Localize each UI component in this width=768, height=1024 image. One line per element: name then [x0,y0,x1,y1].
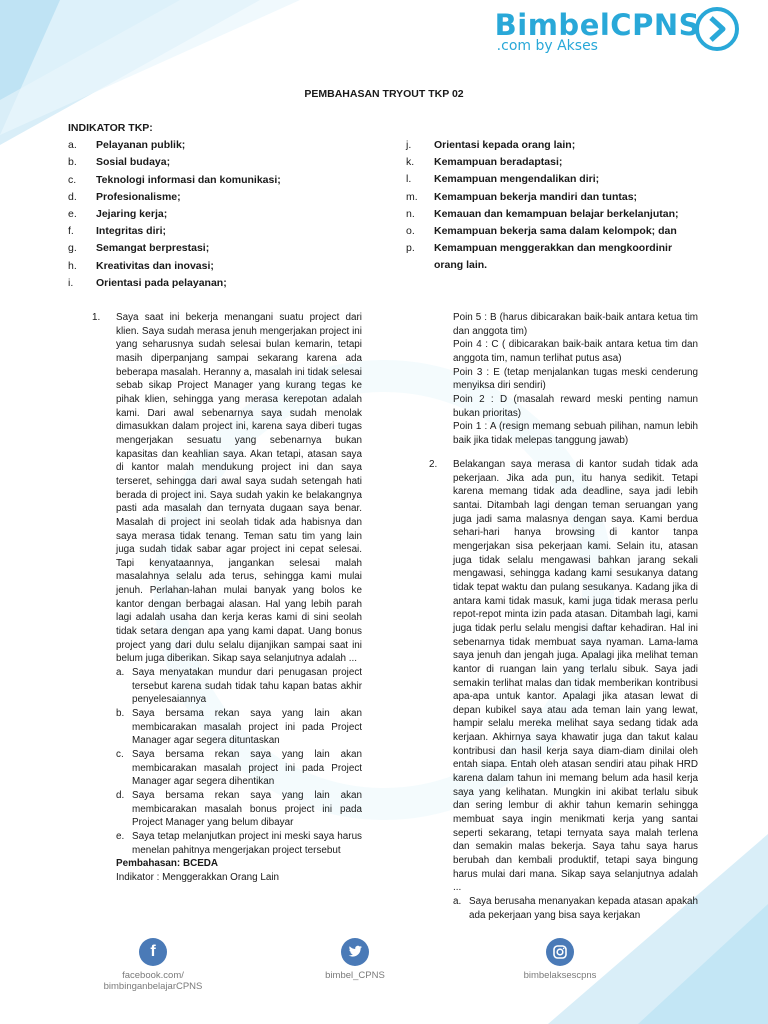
indicator-item [406,240,698,274]
item-text: Saya menyatakan mundur dari penugasan project tersebut karena sudah tidak tahu kapan batas akhir penyelesaiannya [132,667,362,706]
twitter-icon [341,938,369,966]
item-text: Orientasi pada pelayanan; [96,276,227,289]
footer [0,934,768,1024]
item-text: Jejaring kerja; [96,208,168,221]
score-item: Poin 5 : B (harus dibicarakan baik-baik antara ketua tim dan anggota tim) [453,312,698,337]
item-text: Kemampuan menggerakkan dan mengkoordinir orang lain. [434,242,673,272]
item-marker: h. [68,259,77,272]
item-marker: j. [406,139,412,151]
instagram-icon [546,938,574,966]
item-text: Profesionalisme; [96,190,181,203]
indicator-item [406,223,698,240]
item-text: Pelayanan publik; [96,139,186,152]
indicator-item [68,240,368,257]
item-marker: d. [116,789,125,801]
item-marker: c. [68,173,77,186]
item-marker: i. [68,276,74,289]
item-text: Kemampuan mengendalikan diri; [434,173,600,186]
score-item: Poin 1 : A (resign memang sebuah pilihan, namun lebih baik jika tidak melepas tanggung jawab) [453,421,698,446]
question-number: 1. [92,312,101,323]
question-2 [429,458,698,922]
option-list [453,895,698,922]
twitter-label: bimbel_CPNS [325,970,385,981]
item-text: Kemampuan beradaptasi; [434,156,563,169]
item-text: Kreativitas dan inovasi; [96,259,214,272]
logo-subtitle: .com by Akses [496,38,598,54]
score-list [453,311,698,448]
item-text: Saya bersama rekan saya yang lain akan membicarakan masalah project ini pada Project Manager agar segera dituntaskan [132,708,362,747]
item-text: Semangat berprestasi; [96,242,210,255]
item-marker: o. [406,225,415,238]
item-text: Saya berusaha menanyakan kepada atasan apakah ada pekerjaan yang bisa saya kerjakan [469,896,698,921]
score-item: Poin 3 : E (tetap menjalankan tugas meski cenderung menyiksa diri sendiri) [453,366,698,392]
item-text: Teknologi informasi dan komunikasi; [96,173,281,186]
item-marker: b. [68,156,77,169]
item-text: Kemauan dan kemampuan belajar berkelanjutan; [434,207,679,220]
facebook-icon: f [139,938,167,966]
logo-chevron-icon [694,6,740,52]
instagram-label: bimbelaksescpns [523,970,597,981]
indicator-item [406,137,698,154]
item-marker: p. [406,242,415,255]
page-title: PEMBAHASAN TRYOUT TKP 02 [304,88,464,100]
item-marker: a. [116,667,125,679]
indicator-line: Indikator : Menggerakkan Orang Lain [116,871,280,883]
indicators-left [68,120,368,292]
indicator-item [406,171,698,188]
item-text: Kemampuan bekerja sama dalam kelompok; dan [434,225,677,238]
answer-option [453,895,698,922]
item-marker: g. [68,242,77,255]
indicator-item [68,223,368,240]
item-marker: n. [406,207,415,220]
logo-brand: BimbelCPNS [494,8,700,42]
item-marker: d. [68,190,77,203]
footer-twitter[interactable] [310,938,400,981]
item-text: Saya bersama rekan saya yang lain akan membicarakan masalah project ini pada Project Manager agar segera dihentikan [132,749,362,788]
question-1 [92,311,362,885]
question-text: Belakangan saya merasa di kantor sudah tidak ada pekerjaan. Jika ada pun, itu hanya sedikit. Tetapi karena memang tidak ada deadline, saya jadi lebih santai. Ditambah lagi dengan teman seruangan yang juga jadi sama malasnya dengan saya. Kami berdua sehari-hari hanya browsing di kantor tanpa mengerjakan sisa pekerjaan kami. Selain itu, atasan juga tidak selalu mengawasi bahkan jarang sekali mengawasi, sehingga kadang kami sesukanya datang tidak tepat waktu dan pulang sesukanya. Kadang jika di antara kami tidak masuk, kami juga tidak merasa perlu repot-repot minta izin pada atasan. Ditambah lagi, kami juga tidak perlu selalu mengisi daftar kehadiran. Hal ini sebenarnya tidak membuat saya nyaman. Lama-lama saya jenuh dan jengah juga. Apalagi jika melihat teman kantor di ruangan lain yang terlalu sibuk. Saya jadi semakin terlihat malas dan tidak memberikan kontribusi apa-apa untuk kantor. Apalagi jika atasan lewat di depan kubikel saya atau ada teman lain yang lewat, hampir selalu mereka melihat saya sedang tidak ada kerjaan. Akhirnya saya khawatir juga dan takut kalau kontribusi dan hasil kerja saya diam-diam dinilai oleh entah siapa. Entah oleh atasan sendiri atau pihak HRD karena dalam tahun ini memang belum ada hasil kerja saya yang kelihatan. Mungkin ini akibat terlalu sibuk dan sering lembur di akhir tahun kemarin sehingga membuat saya ingin menikmati kerja yang santai seperti sekarang, tetapi ternyata saya malah terlena dan semakin malas bekerja. Saya tahu saya harus berubah dan kembali produktif, tetapi saya bingung harus mulai dari mana. Sikap saya selanjutnya adalah ... [453,459,698,894]
item-text: Integritas diri; [96,225,167,238]
item-marker: e. [116,830,125,842]
answer-key: Pembahasan: BCEDA [116,858,219,870]
answer-option [116,707,362,748]
question-text: Saya saat ini bekerja menangani suatu project dari klien. Saya sudah merasa jenuh mengerjakan project ini yang seharusnya sudah selesai bulan kemarin, tetapi masih diperpanjang sampai sekarang karena ada beberapa masalah. Heranny a, masalah ini tidak selesai sebab sikap Project Manager yang kurang tegas ke pihak klien, sehingga yang merasa kerepotan adalah kami. Dari awal sebenarnya saya sudah menolak dimasukkan dalam project ini, karena saya diberi tugas mengerjakan sesuatu yang sebenarnya bukan kapasitas dan keahlian saya. Akan tetapi, atasan saya di kantor malah mendukung project ini dan saya terseret, sehingga dari awal saya sudah setengah hati berada di project ini. Saya sudah yakin ke belakangnya pasti ada masalah dan ternyata dugaan saya benar. Masalah di project ini seolah tidak ada habisnya dan saya merasa tidak tenang. Teman satu tim yang lain juga sudah tidak sabar agar project ini cepat selesai. Tapi kenyataannya, jangankan selesai malah masalahnya selalu ada terus, sehingga kami mulai jenuh. Perlahan-lahan mulai banyak yang bolos ke kantor dengan berbagai alasan. Hal yang lebih parah lagi adalah usaha dan kerja keras kami di sini seolah tidak setara dengan apa yang kami dapat. Uang bonus project yang dari dulu selalu dijanjikan sampai saat ini belum juga diberikan. Sikap saya selanjutnya adalah ... [116,312,362,665]
footer-facebook[interactable] [88,938,218,992]
answer-option [116,830,362,857]
item-text: Saya tetap melanjutkan project ini meski saya harus menelan pahitnya mengerjakan project tersebut [132,830,362,856]
logo [495,8,700,54]
indicator-item [68,258,368,275]
item-marker: f. [68,225,74,238]
indicator-item [406,189,698,206]
item-marker: a. [68,139,77,152]
item-marker: c. [116,749,124,760]
indicators-right [406,137,698,275]
answer-option [116,789,362,830]
answer-option [116,748,362,789]
indicators-heading: INDIKATOR TKP: [68,122,153,134]
item-marker: a. [453,896,462,907]
facebook-label: facebook.com/ bimbinganbelajarCPNS [103,970,203,992]
indicator-item [406,154,698,171]
item-marker: k. [406,156,415,169]
question-number: 2. [429,459,438,470]
item-marker: l. [406,173,412,186]
score-item: Poin 4 : C ( dibicarakan baik-baik antara ketua tim dan anggota tim, namun terlihat putus asa) [453,339,698,364]
indicator-item [68,137,368,154]
indicator-item [406,206,698,223]
item-text: Kemampuan bekerja mandiri dan tuntas; [434,190,638,203]
indicator-item [68,275,368,292]
item-text: Saya bersama rekan saya yang lain akan membicarakan masalah bonus project ini pada Project Manager yang belum dibayar [132,789,362,829]
indicator-item [68,189,368,206]
item-marker: b. [116,708,125,720]
footer-instagram[interactable] [505,938,615,981]
answer-option [116,666,362,707]
indicator-item [68,172,368,189]
option-list [116,666,362,857]
item-text: Orientasi kepada orang lain; [434,139,576,151]
item-text: Sosial budaya; [96,156,171,169]
item-marker: m. [406,190,418,203]
indicator-item [68,154,368,171]
item-marker: e. [68,208,77,221]
indicator-item [68,206,368,223]
score-item: Poin 2 : D (masalah reward meski penting namun bukan prioritas) [453,393,698,419]
